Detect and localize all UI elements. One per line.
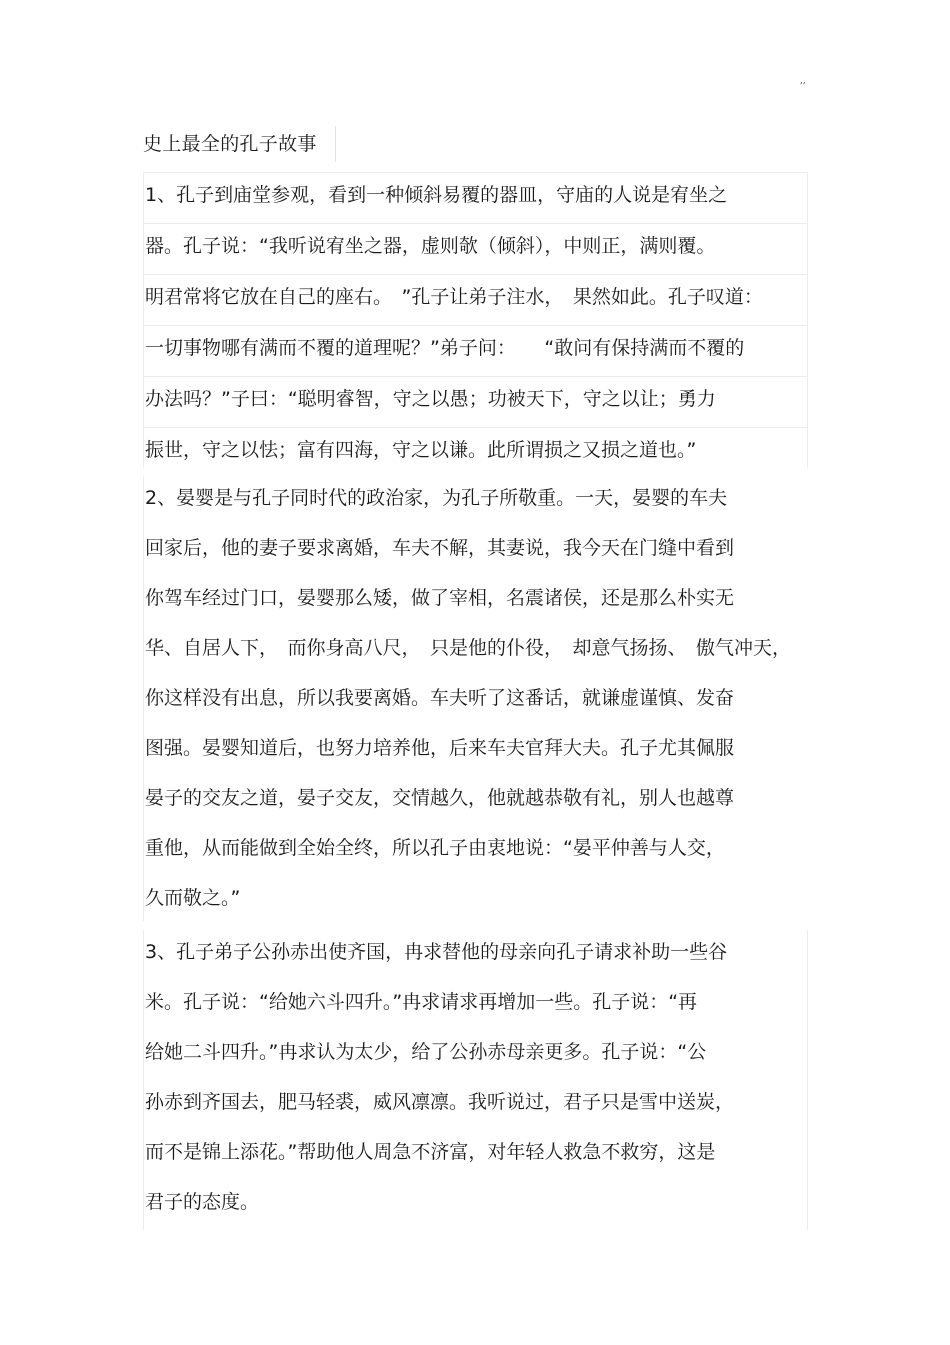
text-line: 你这样没有出息，所以我要离婚。车夫听了这番话，就谦虚谨慎、发奋 xyxy=(145,687,735,709)
text-line: 你驾车经过门口，晏婴那么矮，做了宰相，名震诸侯，还是那么朴实无 xyxy=(145,587,735,609)
text-line: 一切事物哪有满而不覆的道理呢？”弟子问： “敢问有保持满而不覆的 xyxy=(144,325,807,376)
text-line: 久而敬之。” xyxy=(145,887,241,909)
text-line: 回家后，他的妻子要求离婚，车夫不解，其妻说，我今天在门缝中看到 xyxy=(145,537,735,559)
text-line: 华、自居人下， 而你身高八尺， 只是他的仆役， 却意气扬扬、 傲气冲天， xyxy=(145,637,792,659)
text-line: 图强。晏婴知道后，也努力培养他，后来车夫官拜大夫。孔子尤其佩服 xyxy=(145,737,735,759)
text-line: 晏子的交友之道，晏子交友，交情越久，他就越恭敬有礼，别人也越尊 xyxy=(145,787,735,809)
text-line: 振世，守之以怯；富有四海，守之以谦。此所谓损之又损之道也。” xyxy=(144,427,807,478)
story-paragraph-1 xyxy=(143,172,808,468)
text-line: 1、孔子到庙堂参观，看到一种倾斜易覆的器皿，守庙的人说是宥坐之 xyxy=(144,172,807,223)
story-paragraph-3 xyxy=(143,930,808,1230)
text-line: 器。孔子说：“我听说宥坐之器，虚则欹（倾斜），中则正，满则覆。 xyxy=(144,223,807,274)
text-line: 明君常将它放在自己的座右。 ”孔子让弟子注水， 果然如此。孔子叹道： xyxy=(144,274,807,325)
document-title-block xyxy=(143,126,336,162)
text-line: 米。孔子说：“给她六斗四升。”冉求请求再增加一些。孔子说：“再 xyxy=(145,991,698,1013)
document-title: 史上最全的孔子故事 xyxy=(143,133,317,155)
page-corner-mark: ,, xyxy=(800,76,806,86)
text-line: 君子的态度。 xyxy=(145,1191,260,1213)
text-line: 给她二斗四升。”冉求认为太少，给了公孙赤母亲更多。孔子说：“公 xyxy=(145,1041,707,1063)
text-line: 孙赤到齐国去，肥马轻裘，威风凛凛。我听说过，君子只是雪中送炭， xyxy=(145,1091,735,1113)
story-paragraph-2 xyxy=(143,476,807,921)
text-line: 2、晏婴是与孔子同时代的政治家，为孔子所敬重。一天，晏婴的车夫 xyxy=(145,487,728,509)
text-line: 办法吗？”子曰：“聪明睿智，守之以愚；功被天下，守之以让；勇力 xyxy=(144,376,807,427)
text-line: 3、孔子弟子公孙赤出使齐国，冉求替他的母亲向孔子请求补助一些谷 xyxy=(145,941,728,963)
text-line: 而不是锦上添花。”帮助他人周急不济富，对年轻人救急不救穷，这是 xyxy=(145,1141,716,1163)
text-line: 重他，从而能做到全始全终，所以孔子由衷地说：“晏平仲善与人交， xyxy=(145,837,725,859)
